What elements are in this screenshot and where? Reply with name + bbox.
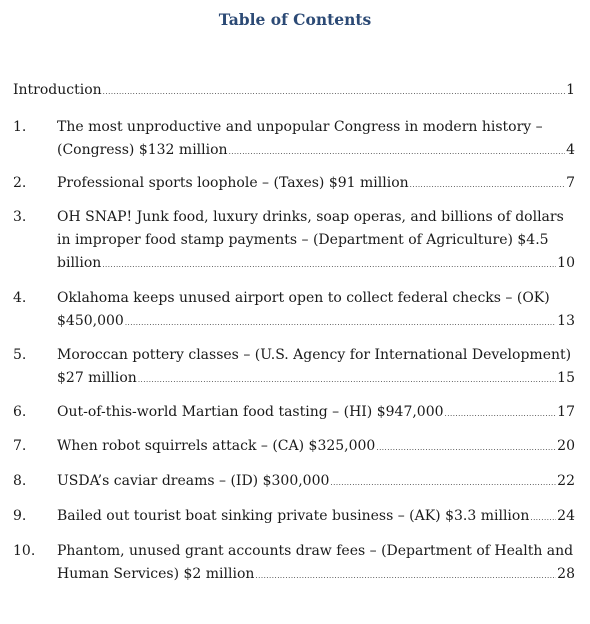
toc-page-number: 7 xyxy=(566,175,575,191)
dot-leader xyxy=(138,370,556,390)
toc-entry-7[interactable] xyxy=(57,436,575,458)
toc-entry-1[interactable] xyxy=(57,140,575,162)
dot-leader xyxy=(445,404,557,424)
toc-entry-6[interactable] xyxy=(57,402,575,424)
toc-page-number: 20 xyxy=(557,438,575,454)
toc-entry-text: billion xyxy=(57,255,102,271)
toc-entry-2[interactable] xyxy=(57,173,575,195)
toc-entry-text: USDA’s caviar dreams – (ID) $300,000 xyxy=(57,473,330,489)
toc-entry-number: 1. xyxy=(13,119,27,135)
toc-entry-3[interactable] xyxy=(57,253,575,275)
toc-page-number: 24 xyxy=(557,508,575,524)
dot-leader xyxy=(530,508,556,528)
toc-entry-text: Human Services) $2 million xyxy=(57,566,255,582)
toc-entry-text: Out-of-this-world Martian food tasting – (HI) $947,000 xyxy=(57,404,444,420)
toc-entry-text: (Congress) $132 million xyxy=(57,142,228,158)
dot-leader xyxy=(330,473,556,493)
toc-page-number: 22 xyxy=(557,473,575,489)
dot-leader xyxy=(229,142,566,162)
toc-entry-text[interactable]: Moroccan pottery classes – (U.S. Agency for International Development) xyxy=(57,347,572,363)
toc-entry-text: Professional sports loophole – (Taxes) $91 million xyxy=(57,175,409,191)
dot-leader xyxy=(125,313,556,333)
dot-leader xyxy=(103,82,565,102)
toc-entry-number: 4. xyxy=(13,290,27,306)
toc-entry-number: 9. xyxy=(13,508,27,524)
toc-page-number: 15 xyxy=(557,370,575,386)
toc-entry-text[interactable]: The most unproductive and unpopular Congress in modern history – xyxy=(57,119,543,135)
toc-entry-number: 6. xyxy=(13,404,27,420)
toc-entry-text[interactable]: in improper food stamp payments – (Department of Agriculture) $4.5 xyxy=(57,232,549,248)
toc-entry-text: Bailed out tourist boat sinking private business – (AK) $3.3 million xyxy=(57,508,530,524)
toc-entry-10[interactable] xyxy=(57,564,575,586)
toc-page-number: 1 xyxy=(566,82,575,98)
toc-page-number: 28 xyxy=(557,566,575,582)
toc-page-number: 4 xyxy=(566,142,575,158)
toc-page-number: 13 xyxy=(557,313,575,329)
toc-entry-8[interactable] xyxy=(57,471,575,493)
dot-leader xyxy=(102,255,556,275)
toc-entry-text: Introduction xyxy=(13,82,102,98)
toc-entry-9[interactable] xyxy=(57,506,575,528)
toc-entry-introduction[interactable] xyxy=(13,80,575,102)
toc-entry-number: 3. xyxy=(13,209,27,225)
toc-entry-text: When robot squirrels attack – (CA) $325,000 xyxy=(57,438,376,454)
toc-entry-number: 10. xyxy=(13,543,36,559)
toc-entry-number: 5. xyxy=(13,347,27,363)
dot-leader xyxy=(410,175,565,195)
toc-entry-5[interactable] xyxy=(57,368,575,390)
toc-entry-text[interactable]: OH SNAP! Junk food, luxury drinks, soap operas, and billions of dollars xyxy=(57,209,564,225)
toc-page-number: 17 xyxy=(557,404,575,420)
toc-entry-number: 7. xyxy=(13,438,27,454)
dot-leader xyxy=(255,566,556,586)
toc-entry-number: 2. xyxy=(13,175,27,191)
toc-heading: Table of Contents xyxy=(218,10,372,29)
toc-entry-text: $27 million xyxy=(57,370,137,386)
toc-entry-text[interactable]: Phantom, unused grant accounts draw fees – (Department of Health and xyxy=(57,543,574,559)
toc-entry-4[interactable] xyxy=(57,311,575,333)
toc-entry-text: $450,000 xyxy=(57,313,124,329)
dot-leader xyxy=(376,438,556,458)
toc-entry-number: 8. xyxy=(13,473,27,489)
toc-page-number: 10 xyxy=(557,255,575,271)
toc-entry-text[interactable]: Oklahoma keeps unused airport open to collect federal checks – (OK) xyxy=(57,290,550,306)
